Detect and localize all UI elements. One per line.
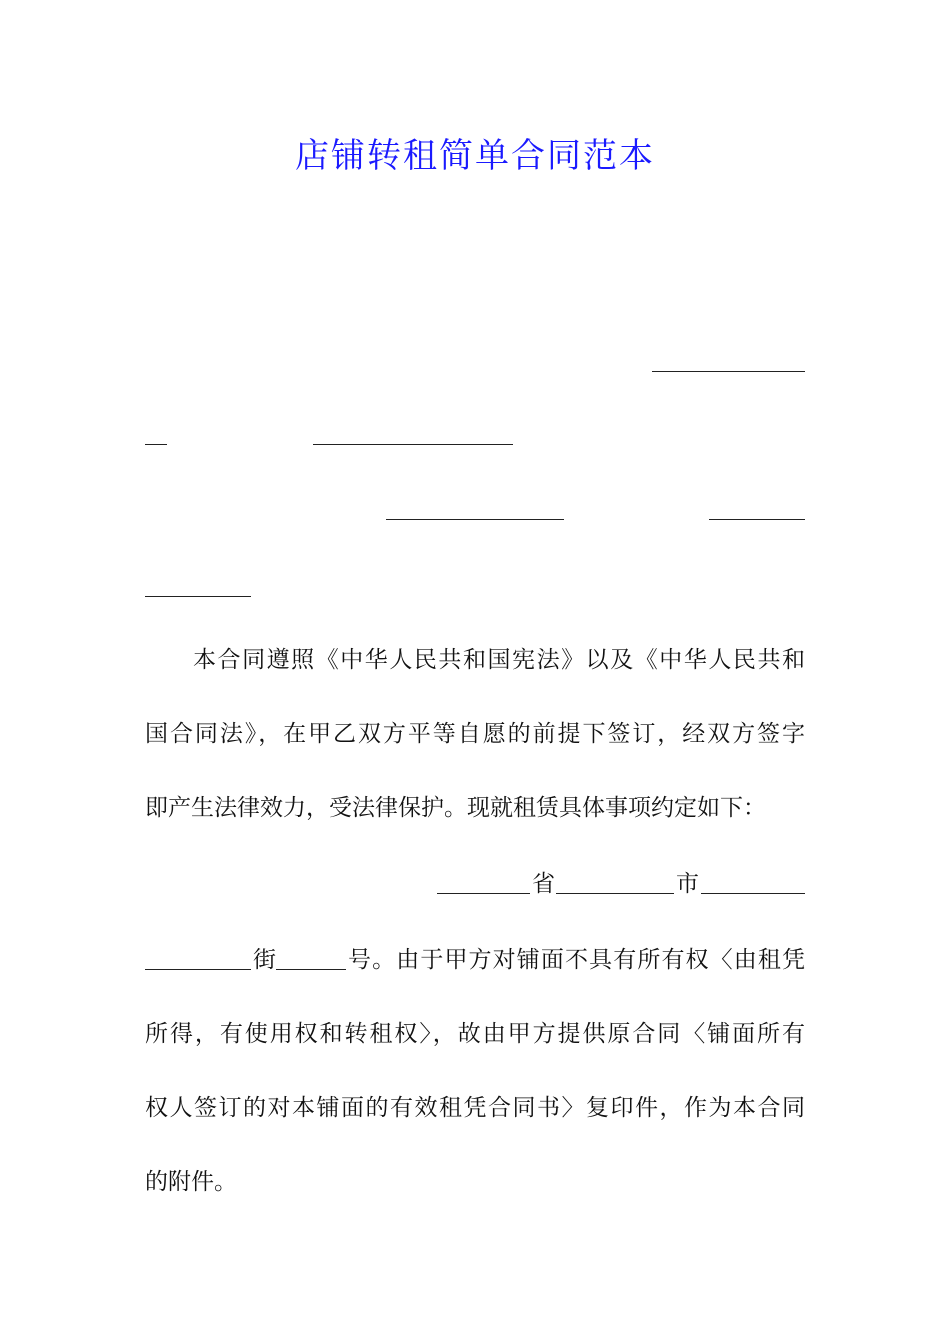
party-b-id-blank-continued [145,595,251,597]
number-blank [276,968,346,970]
party-a-blank [652,370,805,372]
street-blank [145,968,251,970]
city-blank [556,892,674,894]
paragraph-line: 所得，有使用权和转租权〉，故由甲方提供原合同〈铺面所有 [145,1021,805,1047]
party-b-blank [386,518,564,520]
city-label: 市 [676,871,699,897]
clause-location-line [193,864,805,904]
party-a-id-blank [313,443,513,445]
province-label: 省 [532,871,555,897]
street-label: 街 [253,947,276,973]
paragraph-line: 权人签订的对本铺面的有效租凭合同书〉复印件，作为本合同 [145,1095,805,1121]
party-a-blank-continued [145,443,167,445]
paragraph-line: 即产生法律效力，受法律保护。现就租赁具体事项约定如下： [145,795,766,821]
paragraph-line: 本合同遵照《中华人民共和国宪法》以及《中华人民共和 [193,647,805,673]
party-a-id-line [168,416,768,456]
paragraph-line: 的附件。 [145,1169,237,1195]
paragraph-line: 国合同法》，在甲乙双方平等自愿的前提下签订，经双方签字 [145,721,805,747]
contract-heading-line [193,340,805,380]
paragraph-line: 号。由于甲方对铺面不具有所有权〈由租凭 [348,947,805,973]
party-b-id-line [566,490,746,530]
document-title: 店铺转租简单合同范本 [295,136,655,176]
district-blank [701,892,805,894]
party-b-id-blank [709,518,805,520]
province-blank [437,892,530,894]
